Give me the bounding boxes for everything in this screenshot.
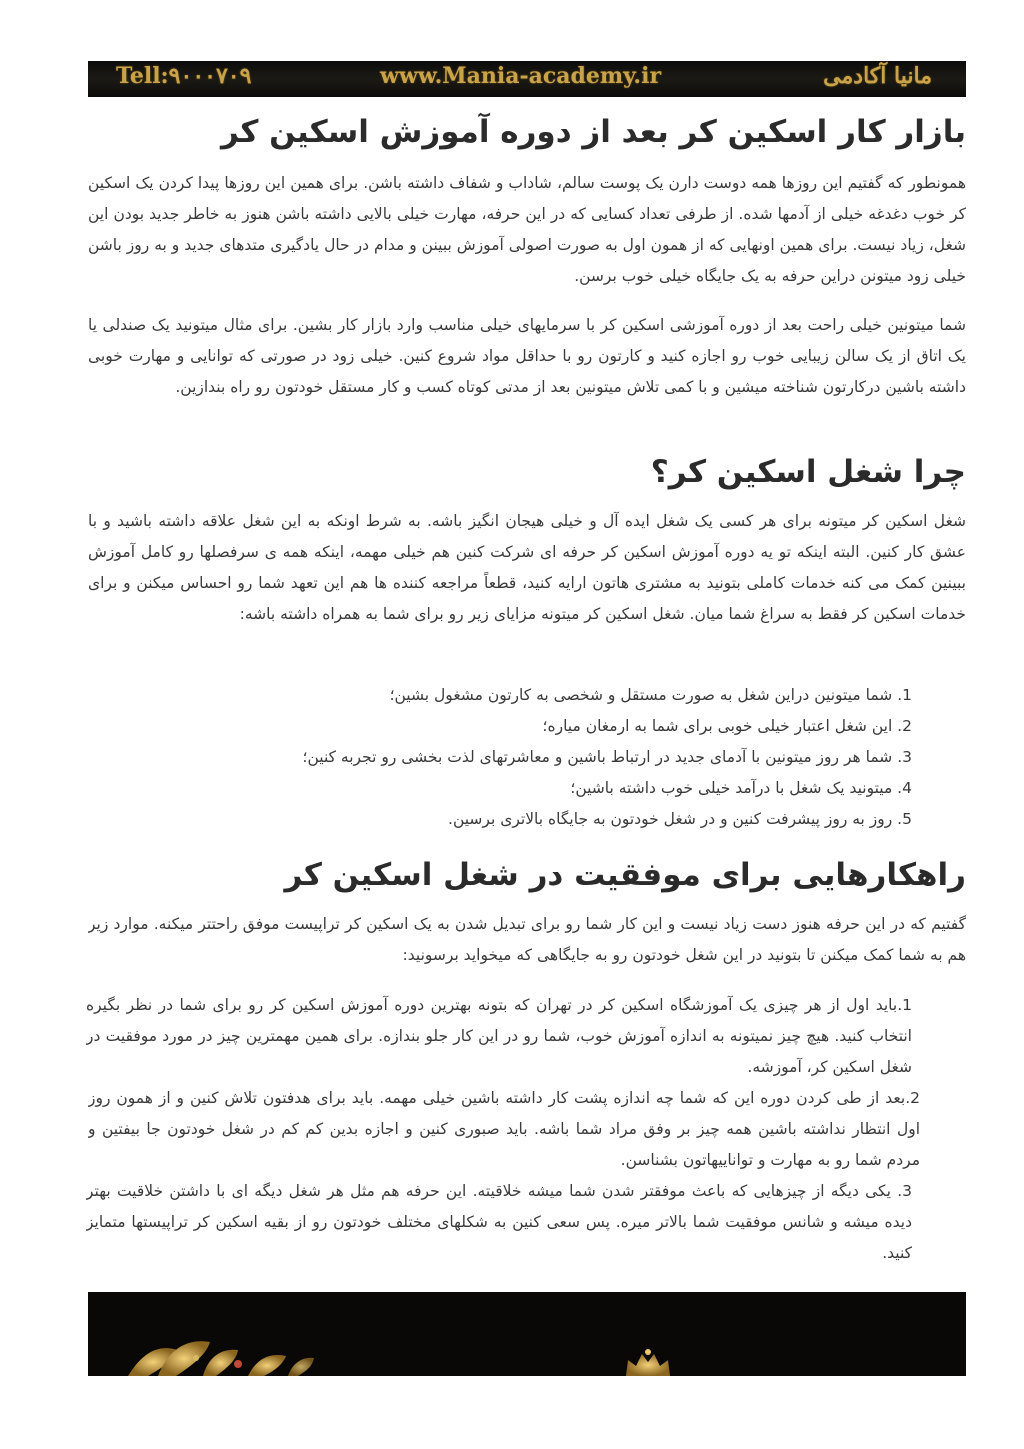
list-item: 2. این شغل اعتبار خیلی خوبی برای شما به ارمغان میاره؛ [542,717,912,735]
section2-heading: چرا شغل اسکین کر؟ [650,454,966,490]
tip-item-3: 3. یکی دیگه از چیزهایی که باعث موفقتر شدن شما میشه خلاقیته. این حرفه هم مثل هر شغل دیگه ای با داشتن خلاقیت بهتر دیده میشه و شانس موفقیت شما بالاتر میره. پس سعی کنین به شکلهای مختلف خودتون رو از بقیه اسکین کر تراپیستها متمایز کنید. [86,1182,912,1262]
section1-paragraph-2: شما میتونین خیلی راحت بعد از دوره آموزشی اسکین کر با سرمایهای خیلی مناسب وارد بازار کار بشین. برای مثال میتونید یک صندلی یا یک اتاق از یک سالن زیبایی خوب رو اجازه کنید و کارتون رو با حداقل مواد شروع کنین. خیلی زود در صورتی که توانایی و مهارت خوبی داشته باشین درکارتون شناخته میشین و با کمی تلاش میتونین بعد از مدتی کوتاه کسب و کار مستقل خودتون رو راه بندازین. [88,316,966,396]
section3-paragraph-1: گفتیم که در این حرفه هنوز دست زیاد نیست و این کار شما رو برای تبدیل شدن به یک اسکین کر تراپیست موفق راحتتر میکنه. موارد زیر هم به شما کمک میکنن تا بتونید در این شغل خودتون رو به جایگاهی که میخواید برسونید: [88,915,966,964]
banner-logo: مانیا آکادمی [823,63,932,89]
golden-crown-illustration [88,1292,966,1376]
list-item: 4. میتونید یک شغل با درآمد خیلی خوب داشته باشین؛ [570,779,912,797]
jewelry-photo [88,1292,966,1376]
list-item: 3. شما هر روز میتونین با آدمای جدید در ارتباط باشین و معاشرتهای لذت بخشی رو تجربه کنین؛ [302,748,912,766]
tip-item-2: 2.بعد از طی کردن دوره این که شما چه اندازه پشت کار داشته باشین خیلی مهمه. باید برای هدفتون تلاش کنین و از همون روز اول انتظار نداشته باشین همه چیز بر وفق مراد شما باشه. باید صبوری کنین و اجازه بدین کم کم در شغل خودتون جا بیفتین و مردم شما رو به مهارت و تواناییهاتون بشناسن. [88,1089,920,1169]
benefits-list [303,680,912,835]
header-banner-image [88,61,966,97]
list-item: 1. شما میتونین دراین شغل به صورت مستقل و شخصی به کارتون مشغول بشین؛ [389,686,912,704]
tip-item-1: 1.باید اول از هر چیزی یک آموزشگاه اسکین کر در تهران که بتونه بهترین دوره آموزش اسکین کر رو برای شما در نظر بگیره انتخاب کنید. هیچ چیز نمیتونه به اندازه آموزش خوب، شما رو در این کار جلو بندازه. برای همین مهمترین چیز در مورد موفقیت در شغل اسکین کر، آموزشه. [86,996,912,1076]
section3-heading: راهکارهایی برای موفقیت در شغل اسکین کر [284,857,966,893]
section1-heading: بازار کار اسکین کر بعد از دوره آموزش اسکین کر [221,114,966,150]
banner-website: www.Mania-academy.ir [380,63,662,89]
section2-paragraph-1: شغل اسکین کر میتونه برای هر کسی یک شغل ایده آل و خیلی هیجان انگیز باشه. به شرط اونکه به این شغل علاقه داشته باشید و با عشق کار کنین. البته اینکه تو یه دوره آموزش اسکین کر حرفه ای شرکت کنین هم خیلی مهمه، اینکه همه ی سرفصلها رو کامل آموزش ببینین کمک می کنه خدمات کاملی بتونید به مشتری هاتون ارایه کنید، قطعاً مراجعه کننده ها هم این تعهد شما رو احساس میکنن و برای خدمات اسکین کر فقط به سراغ شما میان. شغل اسکین کر میتونه مزایای زیر رو برای شما به همراه داشته باشه: [88,512,966,623]
list-item: 5. روز به روز پیشرفت کنین و در شغل خودتون به جایگاه بالاتری برسین. [448,810,912,828]
section1-paragraph-1: همونطور که گفتیم این روزها همه دوست دارن یک پوست سالم، شاداب و شفاف داشته باشن. برای همین این روزها پیدا کردن یک اسکین کر خوب دغدغه خیلی از آدمها شده. از طرفی تعداد کسایی که در این حرفه، مهارت خیلی بالایی داشته باشن هنوز به خاطر جدید بودن این شغل، زیاد نیست. برای همین اونهایی که از همون اول به صورت اصولی آموزش ببینن و مدام در حال یادگیری متدهای جدید و به روز باشن خیلی زود میتونن دراین حرفه به یک جایگاه خیلی خوب برسن. [88,174,966,285]
banner-phone: Tell:۹۰۰۰۷۰۹ [116,63,252,89]
